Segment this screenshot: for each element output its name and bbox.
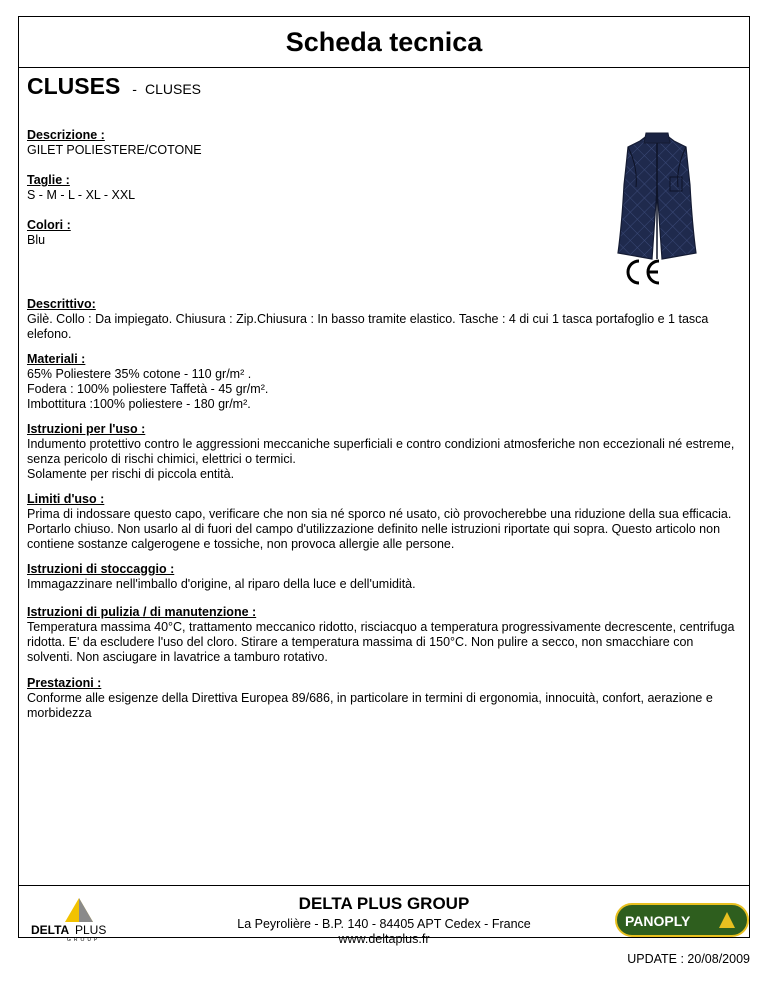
section-istruzioni-uso	[27, 422, 739, 482]
section-text: Indumento protettivo contro le aggressioni meccaniche superficiali e contro condizioni atmosferiche non eccezionali né estreme, senza pericolo di rischi chimici, elettrici o termici.	[27, 437, 735, 466]
document-frame	[18, 16, 750, 946]
material-line: 65% Poliestere 35% cotone - 110 gr/m² .	[27, 367, 252, 381]
section-materiali	[27, 352, 739, 412]
section-label: Istruzioni per l'uso :	[27, 422, 146, 436]
panoply-logo	[615, 902, 749, 938]
section-descrittivo	[27, 297, 739, 342]
section-label: Materiali :	[27, 352, 86, 366]
section-text: S - M - L - XL - XXL	[27, 188, 136, 202]
title-bar	[19, 17, 749, 68]
logo-word-delta: DELTA	[31, 923, 70, 937]
section-limiti-uso	[27, 492, 739, 552]
section-label: Descrizione :	[27, 128, 105, 142]
footer	[19, 885, 749, 946]
section-text: Immagazzinare nell'imballo d'origine, al riparo della luce e dell'umidità.	[27, 577, 416, 591]
update-date: UPDATE : 20/08/2009	[627, 952, 750, 966]
section-text: Prima di indossare questo capo, verificare che non sia né sporco né usato, ciò provocherebbe una riduzione della sua efficacia. Portarlo chiuso. Non usarlo al di fuori del campo d'utilizzazione definito nelle istruzioni riportate qui sopra. Questo articolo non contiene sostanze calgerogene e tossiche, non provoca allergie alle persone.	[27, 507, 732, 551]
section-label: Colori :	[27, 218, 71, 232]
section-text: Solamente per rischi di piccola entità.	[27, 467, 235, 481]
ce-mark-icon	[623, 257, 663, 287]
company-website: www.deltaplus.fr	[338, 932, 430, 946]
product-name: CLUSES	[144, 81, 201, 97]
section-label: Limiti d'uso :	[27, 492, 105, 506]
section-label: Istruzioni di pulizia / di manutenzione :	[27, 605, 257, 619]
section-text: Blu	[27, 233, 46, 247]
company-name: DELTA PLUS GROUP	[298, 894, 470, 913]
section-prestazioni	[27, 676, 739, 721]
section-label: Prestazioni :	[27, 676, 102, 690]
section-label: Descrittivo:	[27, 297, 96, 311]
section-text: GILET POLIESTERE/COTONE	[27, 143, 202, 157]
vest-image	[602, 127, 712, 267]
section-text: Gilè. Collo : Da impiegato. Chiusura : Zip.Chiusura : In basso tramite elastico. Tasche : 4 di cui 1 tasca portafoglio e 1 tasca elefono.	[27, 312, 709, 341]
section-stoccaggio	[27, 562, 739, 592]
section-label: Istruzioni di stoccaggio :	[27, 562, 175, 576]
product-code: CLUSES	[27, 73, 121, 99]
material-line: Imbottitura :100% poliestere - 180 gr/m².	[27, 397, 251, 411]
logo-sub: GROUP	[67, 937, 101, 942]
section-text: Temperatura massima 40°C, trattamento meccanico ridotto, risciacquo a temperatura progressivamente decrescente, centrifuga ridotta. E' da escludere l'uso del cloro. Stirare a temperatura massima di 150°C. Non pulire a secco, non smacchiare con solventi. Non asciugare in lavatrice a tamburo rotativo.	[27, 620, 735, 664]
section-text: Conforme alle esigenze della Direttiva Europea 89/686, in particolare in termini di ergonomia, innocuità, confort, aerazione e morbidezza	[27, 691, 713, 720]
product-separator: -	[132, 81, 137, 97]
section-pulizia	[27, 605, 739, 665]
material-line: Fodera : 100% poliestere Taffetà - 45 gr/m².	[27, 382, 269, 396]
section-label: Taglie :	[27, 173, 70, 187]
panoply-logo-text: PANOPLY	[625, 913, 691, 929]
company-address: La Peyrolière - B.P. 140 - 84405 APT Cedex - France	[237, 917, 531, 931]
logo-word-plus: PLUS	[75, 923, 107, 937]
product-heading	[27, 73, 201, 100]
page-title: Scheda tecnica	[285, 27, 483, 57]
